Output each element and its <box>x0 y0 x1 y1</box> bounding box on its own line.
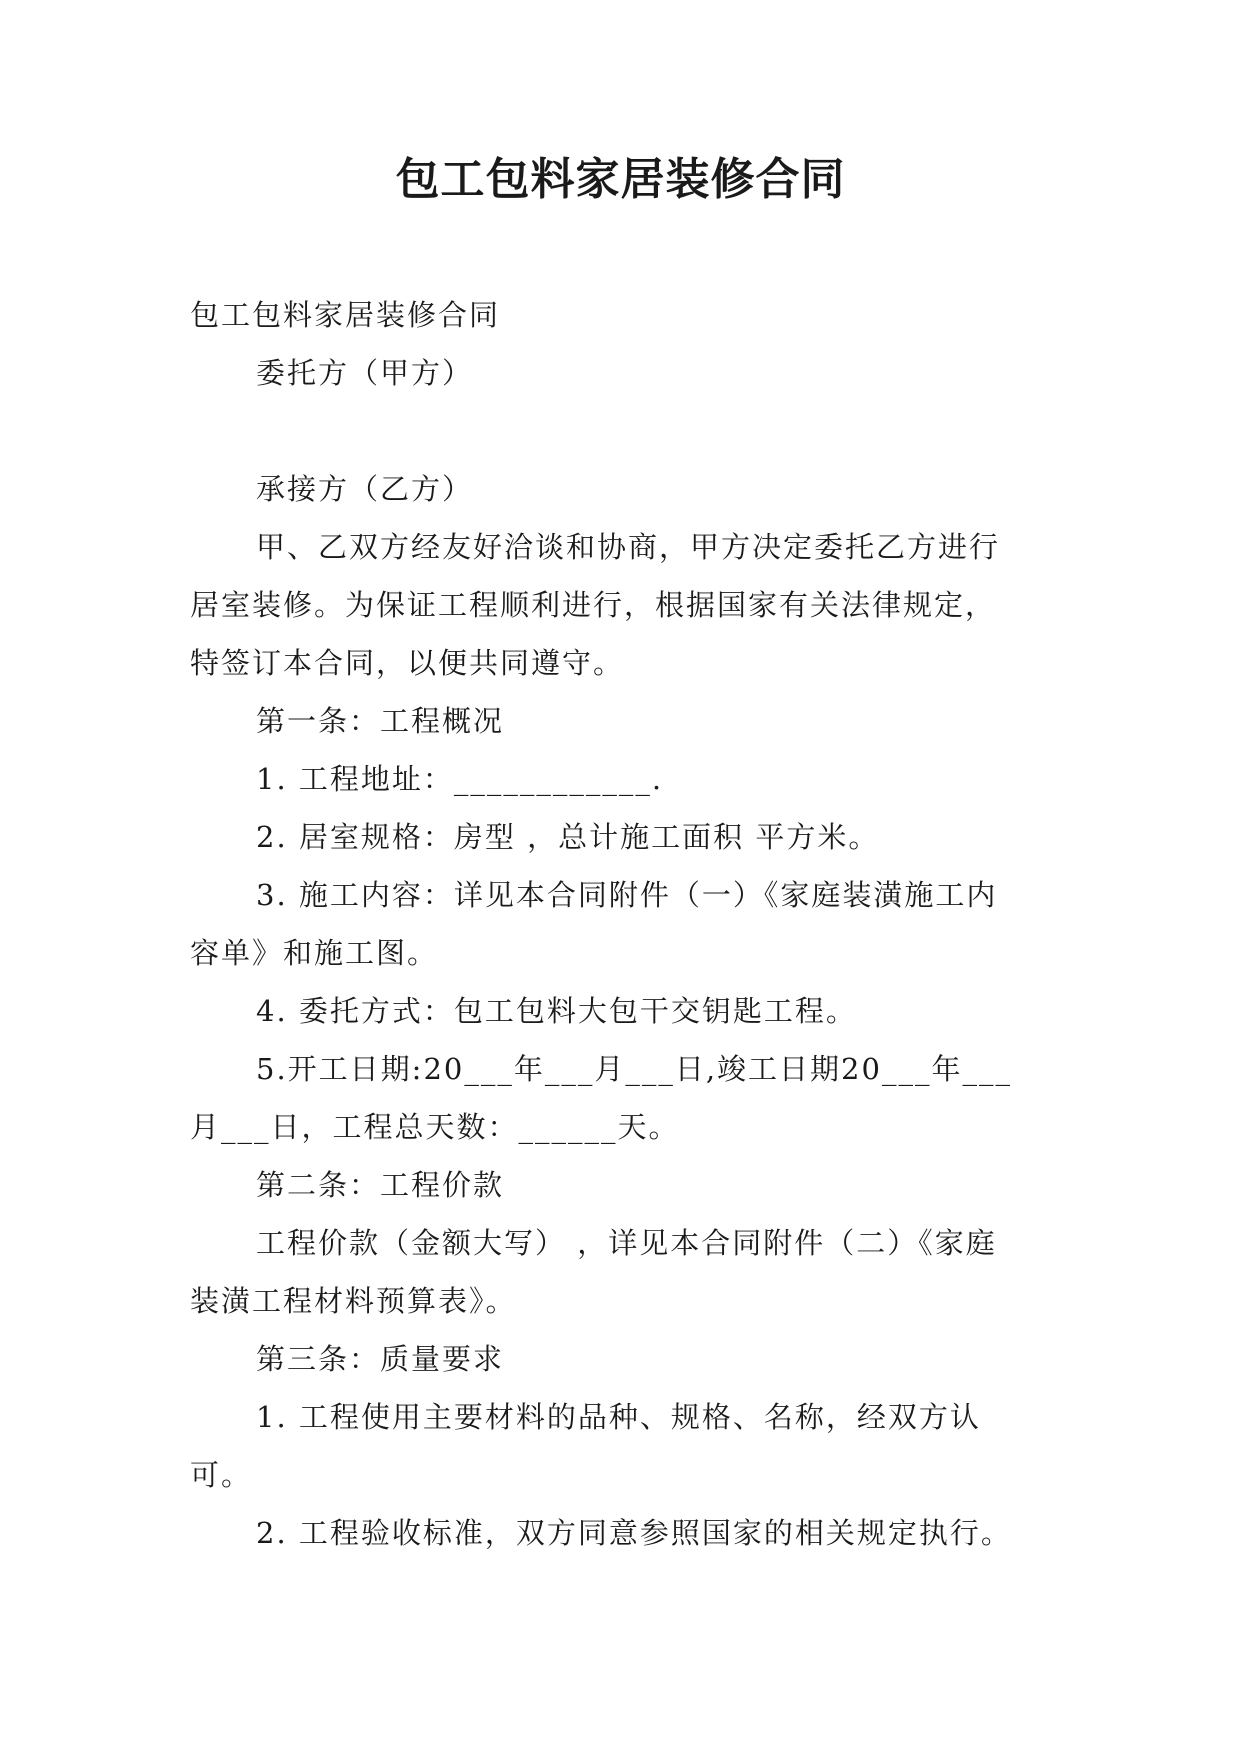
body-line-21: 可。 <box>190 1458 253 1492</box>
body-line-1: 包工包料家居装修合同 <box>190 298 501 332</box>
body-line-6: 居室装修。为保证工程顺利进行，根据国家有关法律规定， <box>190 588 997 622</box>
body-line-5: 甲、乙双方经友好洽谈和协商，甲方决定委托乙方进行 <box>256 530 1001 564</box>
document-title: 包工包料家居装修合同 <box>395 154 846 205</box>
party-a-line: 委托方（甲方） <box>256 356 474 390</box>
body-line-14: 5.开工日期:20___年___月___日,竣工日期20___年___ <box>256 1052 1012 1086</box>
body-line-10: 2. 居室规格：房型 ，总计施工面积 平方米。 <box>256 820 880 854</box>
body-line-17: 工程价款（金额大写） ，详见本合同附件（二）《家庭 <box>256 1226 997 1260</box>
body-line-15: 月___日，工程总天数：______天。 <box>190 1110 680 1144</box>
body-line-13: 4. 委托方式：包工包料大包干交钥匙工程。 <box>256 994 857 1028</box>
body-line-22: 2. 工程验收标准，双方同意参照国家的相关规定执行。 <box>256 1516 1012 1550</box>
article-3-heading: 第三条：质量要求 <box>256 1342 505 1376</box>
body-line-18: 装潢工程材料预算表》。 <box>190 1284 517 1318</box>
body-line-11: 3. 施工内容：详见本合同附件（一）《家庭装潢施工内 <box>256 878 998 912</box>
body-line-20: 1. 工程使用主要材料的品种、规格、名称，经双方认 <box>256 1400 981 1434</box>
body-line-9: 1. 工程地址：____________. <box>256 762 664 796</box>
article-2-heading: 第二条：工程价款 <box>256 1168 505 1202</box>
blank-line <box>190 402 1050 460</box>
body-line-12: 容单》和施工图。 <box>190 936 439 970</box>
party-b-line: 承接方（乙方） <box>256 472 474 506</box>
body-line-7: 特签订本合同，以便共同遵守。 <box>190 646 625 680</box>
document-body <box>190 286 1050 1562</box>
article-1-heading: 第一条：工程概况 <box>256 704 505 738</box>
